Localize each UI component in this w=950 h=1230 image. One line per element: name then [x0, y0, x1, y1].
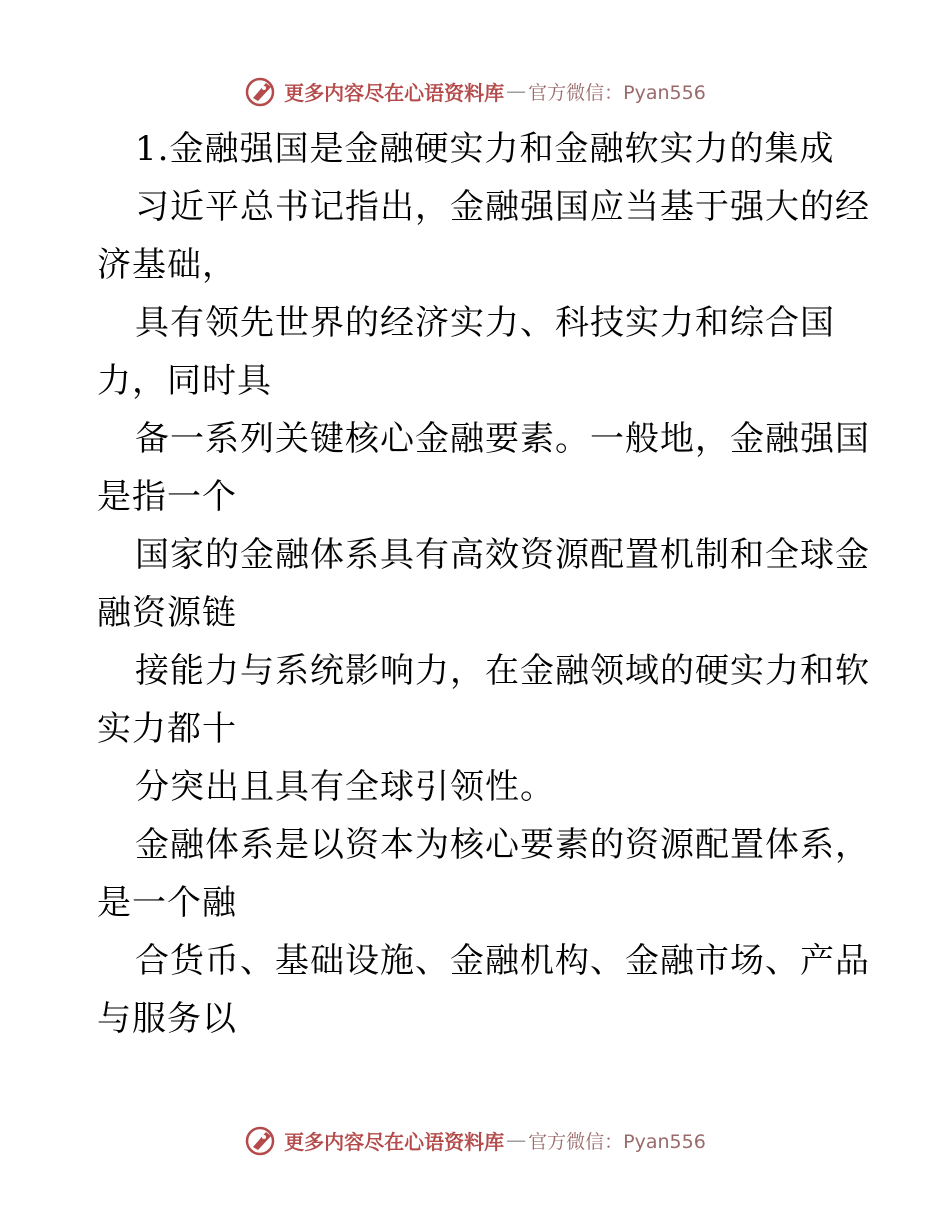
footer-banner	[0, 1120, 950, 1160]
pen-nib-logo-icon	[244, 74, 278, 108]
header-banner-title: 更多内容尽在心语资料库	[284, 80, 505, 105]
header-banner	[0, 71, 950, 111]
paragraph-line: 济基础，	[97, 245, 237, 285]
footer-banner-wechat: 官方微信：Pyan556	[528, 1130, 706, 1153]
paragraph-line: 融资源链	[97, 593, 237, 633]
paragraph-line: 习近平总书记指出，金融强国应当基于强大的经	[135, 187, 870, 227]
paragraph-line: 分突出且具有全球引领性。	[135, 767, 555, 807]
document-body	[97, 120, 870, 1048]
paragraph-line: 力，同时具	[97, 361, 272, 401]
paragraph-line: 是指一个	[97, 477, 237, 517]
paragraph-line: 合货币、基础设施、金融机构、金融市场、产品	[135, 941, 870, 981]
footer-banner-title: 更多内容尽在心语资料库	[284, 1129, 505, 1154]
section-heading: 1.金融强国是金融硬实力和金融软实力的集成	[135, 129, 835, 169]
paragraph-line: 接能力与系统影响力，在金融领域的硬实力和软	[135, 651, 870, 691]
paragraph-line: 与服务以	[97, 999, 237, 1039]
paragraph-line: 金融体系是以资本为核心要素的资源配置体系，	[135, 825, 870, 865]
pen-nib-logo-icon	[244, 1123, 278, 1157]
paragraph-line: 是一个融	[97, 883, 237, 923]
header-banner-dash: —	[506, 79, 527, 103]
paragraph-line: 备一系列关键核心金融要素。一般地，金融强国	[135, 419, 870, 459]
paragraph-line: 具有领先世界的经济实力、科技实力和综合国	[135, 303, 835, 343]
paragraph-line: 实力都十	[97, 709, 237, 749]
paragraph-line: 国家的金融体系具有高效资源配置机制和全球金	[135, 535, 870, 575]
footer-banner-dash: —	[506, 1128, 527, 1152]
header-banner-wechat: 官方微信：Pyan556	[528, 81, 706, 104]
